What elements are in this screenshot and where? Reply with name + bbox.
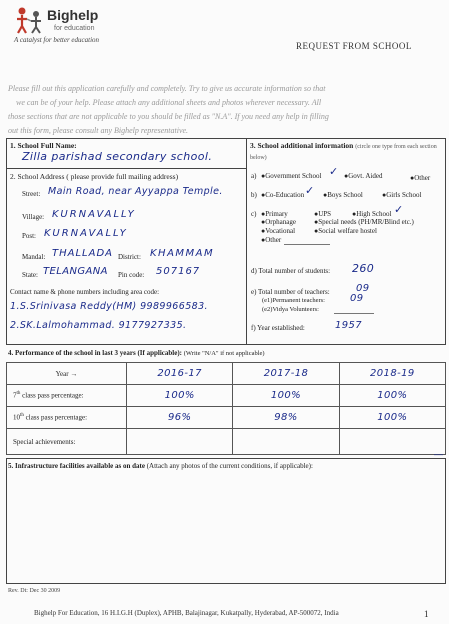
district-label: District: [118, 253, 141, 261]
students-label: d) Total number of students: [251, 267, 331, 275]
row-achievements-label: Special achievements: [13, 437, 76, 446]
type-row-a [251, 172, 256, 180]
section2-title: 2. School Address [10, 172, 65, 181]
row-7th-label-sup: th [16, 391, 21, 397]
vidya-label: (e2)Vidya Volunteers: [262, 306, 319, 313]
option-boys-school[interactable]: ●Boys School [323, 191, 363, 199]
row-10th-value-1[interactable]: 96% [167, 412, 192, 423]
logo [14, 6, 134, 36]
option-social-welfare[interactable]: ●Social welfare hostel [314, 227, 377, 235]
option-vocational[interactable]: ●Vocational [261, 227, 296, 235]
tagline: A catalyst for better education [14, 36, 100, 44]
checkmark-high-school-icon: ✓ [394, 203, 404, 216]
contact-label: Contact name & phone numbers including area code: [10, 288, 160, 296]
year-1[interactable]: 2016-17 [157, 368, 202, 379]
section3-title: 3. School additional information [250, 141, 354, 150]
instruction-line-3: those sections that are not applicable to you should be filled as "N.A". If you need any help in filling [8, 112, 329, 121]
option-government-school[interactable]: ●Government School [261, 172, 322, 180]
school-name-field[interactable]: Zilla parishad secondary school. [22, 150, 213, 163]
row-achievements-cell-1[interactable] [127, 429, 233, 455]
year-established-label: f) Year established: [251, 324, 305, 332]
section5-title: 5. Infrastructure facilities available as on date [8, 462, 145, 470]
row-7th-label-post: class pass percentage: [20, 391, 84, 400]
row-10th-cell-1 [127, 407, 233, 429]
mandal-field[interactable]: THALLADA [52, 248, 113, 259]
permanent-field[interactable]: 09 [350, 293, 364, 304]
students-field[interactable]: 260 [352, 262, 375, 275]
section5-frame [6, 458, 446, 584]
village-field[interactable]: KURNAVALLY [52, 209, 136, 220]
row-10th-cell-2 [233, 407, 339, 429]
row-achievements-cell-3[interactable] [339, 429, 445, 455]
post-field[interactable]: KURNAVALLY [44, 228, 128, 239]
year-established-field[interactable]: 1957 [335, 320, 363, 331]
row-achievements-label-cell [7, 429, 127, 455]
row-10th-value-2[interactable]: 98% [274, 412, 298, 423]
sections-1-3-frame [6, 138, 446, 345]
row-10th-label-sup: th [20, 413, 24, 419]
option-girls-school[interactable]: ●Girls School [382, 191, 422, 199]
year-cell-1 [127, 363, 233, 385]
type-row-b-prefix: b) [251, 191, 257, 199]
section1-divider [6, 168, 246, 169]
pin-field[interactable]: 507167 [156, 266, 201, 277]
row-7th-label-cell [7, 385, 127, 407]
year-cell-2 [233, 363, 339, 385]
section4-note: (Write "N/A" if not applicable) [183, 350, 265, 357]
option-primary[interactable]: ●Primary [261, 210, 288, 218]
row-7th-cell-1 [127, 385, 233, 407]
contact-line-1[interactable]: 1.S.Srinivasa Reddy(HM) 9989966583. [10, 301, 208, 312]
checkmark-coed-icon: ✓ [305, 184, 315, 197]
logo-text: Bighelp [47, 7, 99, 23]
row-7th-value-3[interactable]: 100% [377, 390, 408, 401]
year-header: Year → [55, 369, 78, 378]
section2-label [10, 172, 178, 181]
row-10th-label-pre: 10 [13, 413, 20, 422]
row-10th-cell-3 [339, 407, 445, 429]
page-number: 1 [424, 609, 429, 619]
section1-label: 1. School Full Name: [10, 141, 77, 150]
year-2[interactable]: 2017-18 [263, 368, 309, 379]
row-7th-cell-3 [339, 385, 445, 407]
year-cell-3 [339, 363, 445, 385]
street-label: Street: [22, 190, 41, 198]
street-field[interactable]: Main Road, near Ayyappa Temple. [48, 186, 223, 197]
district-field[interactable]: KHAMMAM [150, 248, 215, 259]
section5-note: (Attach any photos of the current conditions, if applicable): [146, 462, 313, 470]
option-other-a[interactable]: ●Other [410, 174, 431, 182]
section4-label [8, 349, 265, 357]
year-header-cell [7, 363, 127, 385]
state-field[interactable]: TELANGANA [43, 266, 108, 277]
teachers-label: e) Total number of teachers: [251, 288, 330, 296]
option-high-school[interactable]: ●High School [352, 210, 392, 218]
state-label: State: [22, 271, 38, 279]
footer-address: Bighelp For Education, 16 H.I.G.H (Duplex), APHB, Balajinagar, Kukatpally, Hyderabad, AP-500072, India [34, 609, 339, 617]
row-7th-cell-2 [233, 385, 339, 407]
permanent-label: (e1)Permanent teachers: [262, 297, 325, 304]
option-other-c[interactable]: ●Other [261, 236, 282, 244]
instruction-line-2: we can be of your help. Please attach any additional sheets and photos wherever necessary. All [16, 98, 322, 107]
row-7th-value-2[interactable]: 100% [270, 390, 302, 401]
column-divider [246, 138, 247, 345]
post-label: Post: [22, 232, 37, 240]
type-row-a-prefix: a) [251, 172, 257, 180]
contact-line-2[interactable]: 2.SK.Lalmohammad. 9177927335. [10, 320, 187, 331]
other-c-underline [284, 244, 330, 245]
teachers-field[interactable]: 09 [356, 283, 370, 294]
option-special-needs[interactable]: ●Special needs (PH/MR/Blind etc.) [314, 218, 414, 226]
revision-date: Rev. Dt: Dec 30 2009 [8, 588, 61, 594]
pin-label: Pin code: [118, 271, 145, 279]
option-orphanage[interactable]: ●Orphanage [261, 218, 296, 226]
performance-table [6, 362, 446, 455]
type-row-c-prefix: c) [251, 210, 257, 218]
section2-note: ( please provide full mailing address) [66, 172, 179, 181]
instruction-line-4: out this form, please consult any Bighelp representative. [8, 126, 189, 135]
row-7th-value-1[interactable]: 100% [164, 390, 195, 401]
row-10th-value-3[interactable]: 100% [377, 412, 408, 423]
section5-label [8, 462, 313, 470]
vidya-underline [334, 313, 374, 314]
pen-mark-icon: ― [434, 450, 443, 460]
section3-note: (circle one type from each section below) [250, 144, 437, 161]
mandal-label: Mandal: [22, 253, 46, 261]
logo-subtext: for education [54, 25, 95, 32]
form-title: REQUEST FROM SCHOOL [296, 41, 412, 51]
section3-label [250, 141, 446, 163]
year-3[interactable]: 2018-19 [370, 368, 415, 379]
row-7th-label-pre: 7 [13, 391, 17, 400]
checkmark-government-icon: ✓ [329, 165, 339, 178]
village-label: Village: [22, 213, 45, 221]
row-achievements-cell-2[interactable] [233, 429, 339, 455]
instruction-line-1: Please fill out this application carefully and completely. Try to give us accurate information so that [8, 84, 326, 93]
row-10th-label-cell [7, 407, 127, 429]
option-govt-aided[interactable]: ●Govt. Aided [344, 172, 383, 180]
option-co-education[interactable]: ●Co-Education [261, 191, 305, 199]
section4-title: 4. Performance of the school in last 3 years (If applicable): [8, 349, 182, 357]
option-ups[interactable]: ●UPS [314, 210, 332, 218]
row-10th-label-post: class pass percentage: [23, 413, 88, 422]
